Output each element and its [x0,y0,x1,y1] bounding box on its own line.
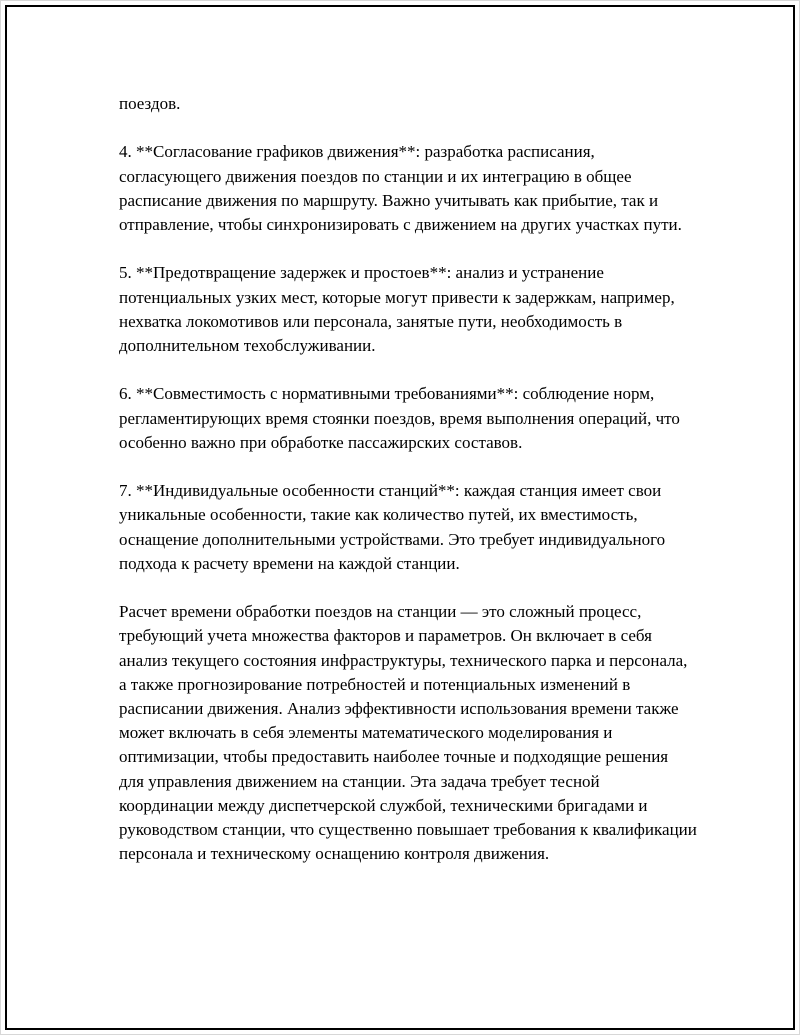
paragraph-item-5: 5. **Предотвращение задержек и простоев**: анализ и устранение потенциальных узких мест, которые могут привести к задержкам, например, нехватка локомотивов или персонала, занятые пути, необходимость в дополнительном техобслуживании. [119,263,675,355]
paragraph-conclusion: Расчет времени обработки поездов на станции — это сложный процесс, требующий учета множества факторов и параметров. Он включает в себя анализ текущего состояния инфраструктуры, технического парка и персонала, а также прогнозирование потребностей и потенциальных изменений в расписании движения. Анализ эффективности использования времени также может включать в себя элементы математического моделирования и оптимизации, чтобы предоставить наиболее точные и подходящие решения для управления движением на станции. Эта задача требует тесной координации между диспетчерской службой, техническими бригадами и руководством станции, что существенно повышает требования к квалификации персонала и техническому оснащению контроля движения. [119,602,697,864]
paragraph-item-7: 7. **Индивидуальные особенности станций**: каждая станция имеет свои уникальные особенности, такие как количество путей, их вместимость, оснащение дополнительными устройствами. Это требует индивидуального подхода к расчету времени на каждой станции. [119,481,666,573]
document-body [119,92,697,866]
paragraph-item-6: 6. **Совместимость с нормативными требованиями**: соблюдение норм, регламентирующих время стоянки поездов, время выполнения операций, что особенно важно при обработке пассажирских составов. [119,384,680,452]
paragraph-item-4: 4. **Согласование графиков движения**: разработка расписания, согласующего движения поездов по станции и их интеграцию в общее расписание движения по маршруту. Важно учитывать как прибытие, так и отправление, чтобы синхронизировать с движением на других участках пути. [119,142,682,234]
paragraph-continuation: поездов. [119,94,181,113]
